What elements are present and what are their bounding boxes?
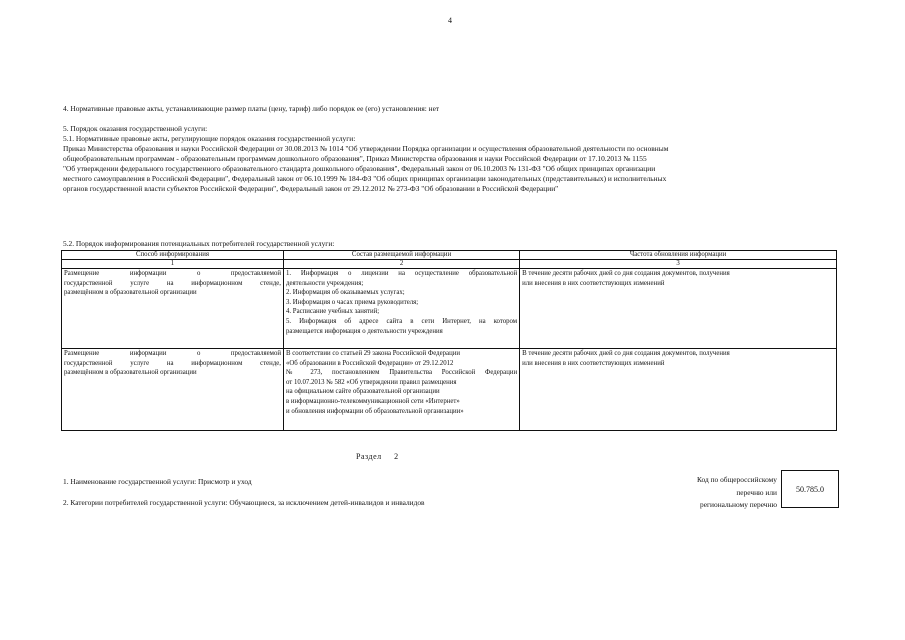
service-name: 1. Наименование государственной услуги: Присмотр и уход: [63, 477, 252, 486]
content-line: 5. Информация об адресе сайта в сети Интернет, на котором: [286, 317, 518, 325]
content-line: на официальном сайте образовательной организации: [286, 388, 440, 396]
header-frequency: Частота обновления информации: [520, 251, 837, 260]
content-line: 3. Информация о часах приема руководителя;: [286, 298, 419, 306]
method-cell: [62, 349, 284, 431]
content-line: от 10.07.2013 № 582 «Об утверждении правил размещения: [286, 378, 457, 386]
section-5-1-title: 5.1. Нормативные правовые акты, регулирующие порядок оказания государственной услуги:: [63, 134, 356, 143]
legal-acts-line: Приказ Министерства образования и науки Российской Федерации от 30.08.2013 № 1014 "Об утверждении Порядка организации и осуществления образовательной деятельности по основным: [63, 144, 669, 153]
frequency-line: В течение десяти рабочих дней со дня создания документов, получения: [522, 350, 730, 357]
code-label-line: перечню или: [736, 487, 777, 497]
method-line: размещённом в образовательной организации: [64, 369, 197, 377]
section-title: Раздел 2: [356, 452, 399, 461]
frequency-line: или внесения в них соответствующих изменений: [522, 279, 665, 287]
method-line: Размещение информации о предоставляемой: [64, 270, 281, 277]
frequency-line: В течение десяти рабочих дней со дня создания документов, получения: [522, 270, 730, 277]
section-5-2-title: 5.2. Порядок информирования потенциальных потребителей государственной услуги:: [63, 239, 335, 248]
header-method: Способ информирования: [62, 251, 284, 260]
content-line: 1. Информация о лицензии на осуществление образовательной: [286, 270, 518, 277]
table-row: [62, 269, 837, 349]
content-line: 2. Информация об оказываемых услугах;: [286, 289, 405, 297]
table-row: [62, 349, 837, 431]
method-line: размещённом в образовательной организации: [64, 289, 197, 297]
frequency-cell: [520, 349, 837, 431]
content-line: № 273, постановлением Правительства Российской Федерации: [286, 369, 518, 377]
header-content: Состав размещаемой информации: [284, 251, 520, 260]
legal-acts-line: общеобразовательным программам - образовательным программам дошкольного образования", Приказ Министерства образования и науки Российской Федерации от 17.10.2013 № 1155: [63, 154, 647, 163]
informing-table: [61, 250, 837, 431]
legal-acts-line: местного самоуправления в Российской Федерации", Федеральный закон от 06.10.1999 № 184-ФЗ "Об общих принципах организации законодательных (представительных) и исполнительных: [63, 174, 667, 183]
code-label-line: Код по общероссийскому: [696, 475, 777, 484]
content-line: размещается информация о деятельности учреждения: [286, 327, 443, 335]
code-label-line: региональному перечню: [700, 500, 777, 509]
column-number: 3: [520, 260, 837, 269]
section-5: [63, 124, 668, 194]
section-4-text: 4. Нормативные правовые акты, устанавливающие размер платы (цену, тариф) либо порядок ее (его) установления: нет: [63, 104, 440, 113]
content-line: «Об образовании в Российской Федерации» от 29.12.2012: [286, 359, 454, 367]
code-value-box: [781, 470, 839, 508]
content-cell: [284, 349, 520, 431]
column-number: 2: [284, 260, 520, 269]
frequency-line: или внесения в них соответствующих изменений: [522, 359, 665, 367]
content-line: В соответствии со статьей 29 закона Российской Федерации: [286, 350, 460, 357]
method-line: государственной услуге на информационном стенде,: [64, 279, 281, 287]
content-line: 4. Расписание учебных занятий;: [286, 308, 380, 316]
method-cell: [62, 269, 284, 349]
consumer-category: 2. Категории потребителей государственной услуги: Обучающиеся, за исключением детей-инвалидов и инвалидов: [63, 498, 425, 507]
content-cell: [284, 269, 520, 349]
content-line: и обновления информации об образовательной организации»: [286, 407, 464, 415]
page-number: 4: [448, 16, 452, 25]
method-line: государственной услуге на информационном стенде,: [64, 359, 281, 367]
method-line: Размещение информации о предоставляемой: [64, 350, 281, 357]
code-value: 50.785.0: [796, 484, 824, 494]
content-line: в информационно-телекоммуникационной сети «Интернет»: [286, 397, 460, 405]
legal-acts-line: органов государственной власти субъектов Российской Федерации", Федеральный закон от 29.12.2012 № 273-ФЗ "Об образовании в Российской Федерации": [63, 184, 559, 193]
legal-acts-line: "Об утверждении федерального государственного образовательного стандарта дошкольного образования", Федеральный закон от 06.10.2003 № 131-ФЗ "Об общих принципах организации: [63, 164, 656, 173]
code-label: [697, 474, 777, 512]
table-number-row: [62, 260, 837, 269]
table-header-row: [62, 251, 837, 260]
column-number: 1: [62, 260, 284, 269]
frequency-cell: [520, 269, 837, 349]
content-line: деятельности учреждения;: [286, 279, 364, 287]
section-5-title: 5. Порядок оказания государственной услуги:: [63, 124, 208, 133]
